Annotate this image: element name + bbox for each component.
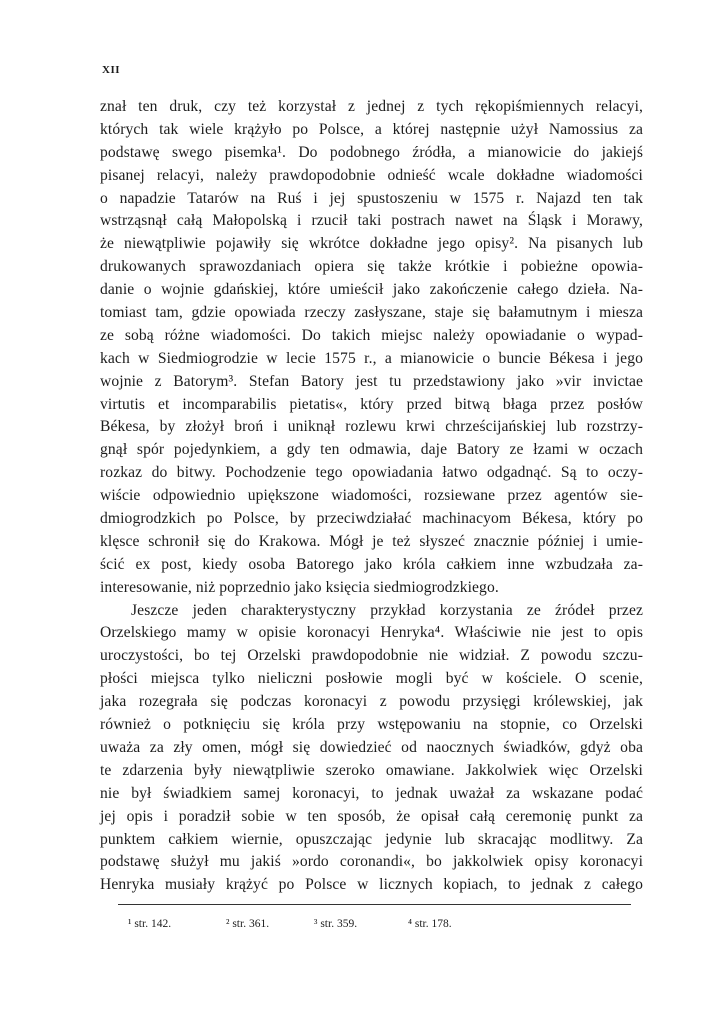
text-line: Henryka musiały krążyć po Polsce w licznych kopiach, to jednak z całego xyxy=(100,876,643,894)
body-text xyxy=(100,96,643,897)
text-line: nie był świadkiem samej koronacyi, to jednak uważał za wskazane podać xyxy=(100,784,643,802)
text-line: podstawę służył mu jakiś »ordo coronandi«, bo jakkolwiek opisy koronacyi xyxy=(100,853,643,871)
footnote: ⁴ str. 178. xyxy=(408,918,452,930)
text-line: kach w Siedmiogrodzie w lecie 1575 r., a mianowicie o buncie Békesa i jego xyxy=(100,349,643,367)
text-line: Békesa, by złożył broń i uniknął rozlewu krwi chrześcijańskiej lub rozstrzy- xyxy=(100,418,643,436)
text-line: jej opis i poradził sobie w ten sposób, że opisał całą ceremonię punkt za xyxy=(100,807,643,825)
text-line: płości miejsca tylko nieliczni posłowie mogli być w kościele. O scenie, xyxy=(100,670,643,688)
text-line: wstrząsnął całą Małopolską i rzucił taki postrach nawet na Śląsk i Morawy, xyxy=(100,212,643,230)
text-line: punktem całkiem wiernie, opuszczając jedynie lub skracając modlitwy. Za xyxy=(100,830,643,848)
text-line: których tak wiele krążyło po Polsce, a której następnie użył Namossius za xyxy=(100,120,643,138)
text-line: te zdarzenia były niewątpliwie szeroko omawiane. Jakkolwiek więc Orzelski xyxy=(100,761,643,779)
text-line: Jeszcze jeden charakterystyczny przykład korzystania ze źródeł przez xyxy=(131,601,643,619)
text-line: gnął spór pojedynkiem, a gdy ten odmawia, daje Batory ze łzami w oczach xyxy=(100,441,643,459)
text-line: wiście odpowiednio upiększone wiadomości, rozsiewane przez agentów sie- xyxy=(100,487,643,505)
text-line: ze sobą różne wiadomości. Do takich miejsc należy opowiadanie o wypad- xyxy=(100,326,643,344)
footnote: ² str. 361. xyxy=(226,918,270,930)
text-line: tomiast tam, gdzie opowiada rzeczy zasłyszane, staje się bałamutnym i miesza xyxy=(100,304,643,322)
text-line: Orzelskiego mamy w opisie koronacyi Henryka⁴. Właściwie nie jest to opis xyxy=(100,624,643,642)
text-line: drukowanych sprawozdaniach opiera się także krótkie i pobieżne opowia- xyxy=(100,258,643,276)
text-line: że niewątpliwie pojawiły się wkrótce dokładne jego opisy². Na pisanych lub xyxy=(100,235,643,253)
text-line: uroczystości, bo tej Orzelski prawdopodobnie nie widział. Z powodu szczu- xyxy=(100,647,643,665)
text-line: również o potknięciu się króla przy wstępowaniu na stopnie, co Orzelski xyxy=(100,716,643,734)
text-line: virtutis et incomparabilis pietatis«, który przed bitwą błaga przez posłów xyxy=(100,395,643,413)
footnote: ¹ str. 142. xyxy=(128,918,172,930)
text-line: uważa za zły omen, mógł się dowiedzieć od naocznych świadków, gdyż oba xyxy=(100,738,643,756)
text-line: ścić ex post, kiedy osoba Batorego jako króla całkiem inne wzbudzała za- xyxy=(100,555,643,573)
text-line: interesowanie, niż poprzednio jako księcia siedmiogrodzkiego. xyxy=(100,578,499,596)
text-line: rozkaz do bitwy. Pochodzenie tego opowiadania łatwo odgadnąć. Są to oczy- xyxy=(100,464,643,482)
footnote-divider xyxy=(118,904,631,905)
text-line: pisanej relacyi, należy prawdopodobnie odnieść wcale dokładne wiadomości xyxy=(100,166,643,184)
text-line: o napadzie Tatarów na Ruś i jej spustoszeniu w 1575 r. Najazd ten tak xyxy=(100,189,643,207)
text-line: klęsce schronił się do Krakowa. Mógł je też słyszeć znacznie później i umie- xyxy=(100,532,643,550)
text-line: danie o wojnie gdańskiej, które umieścił jako zakończenie całego dzieła. Na- xyxy=(100,281,643,299)
text-line: podstawę swego pisemka¹. Do podobnego źródła, a mianowicie do jakiejś xyxy=(100,143,643,161)
text-line: jaka rozegrała się podczas koronacyi z powodu przysięgi królewskiej, jak xyxy=(100,693,643,711)
page-number: XII xyxy=(102,64,121,76)
footnote: ³ str. 359. xyxy=(314,918,358,930)
text-line: wojnie z Batorym³. Stefan Batory jest tu przedstawiony jako »vir invictae xyxy=(100,372,643,390)
text-line: dmiogrodzkich po Polsce, by przeciwdziałać machinacyom Békesa, który po xyxy=(100,510,643,528)
text-line: znał ten druk, czy też korzystał z jednej z tych rękopiśmiennych relacyi, xyxy=(100,98,643,115)
